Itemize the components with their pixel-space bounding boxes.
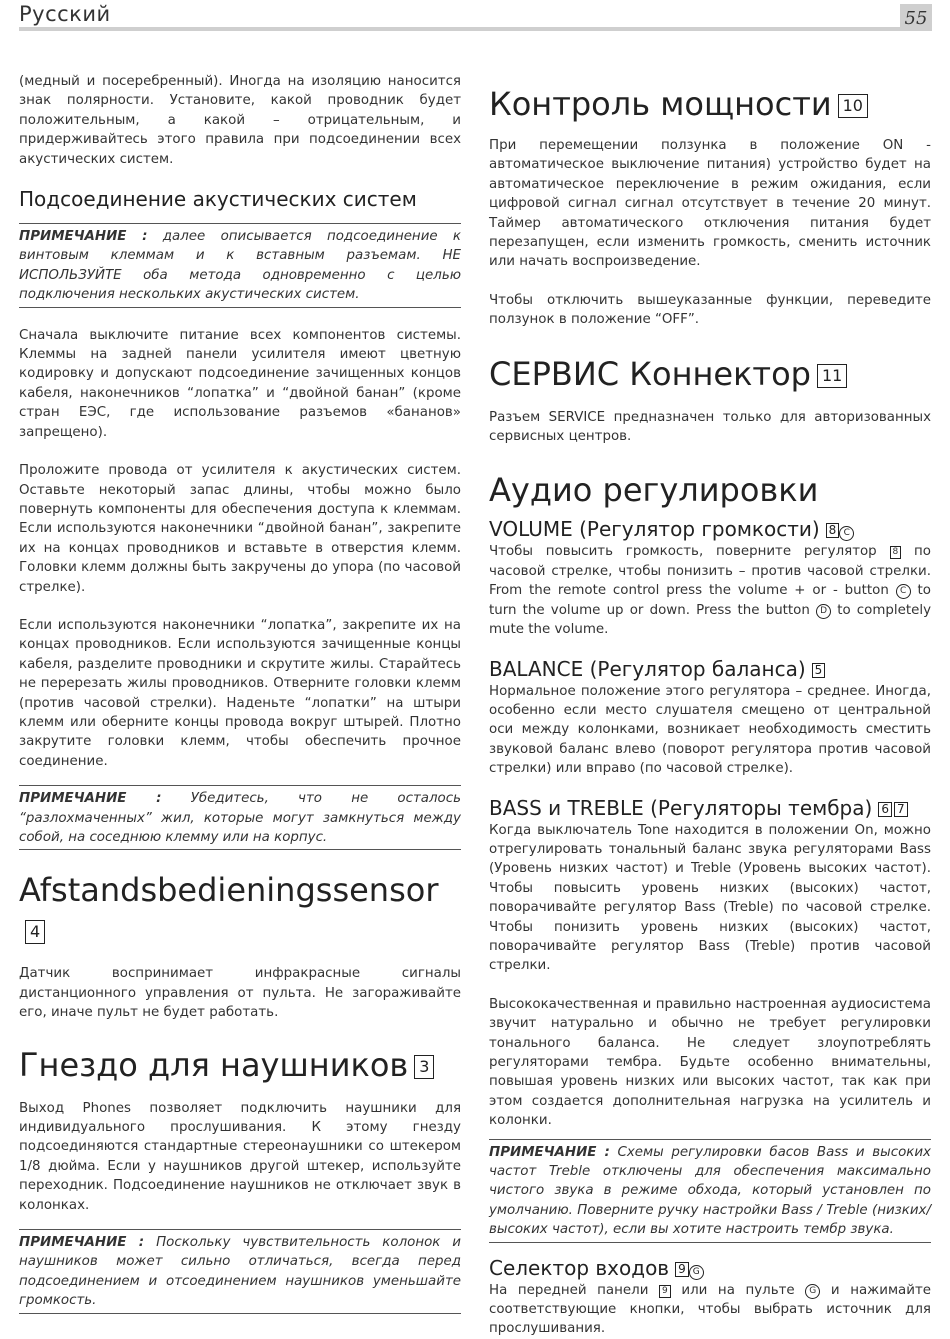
section-heading [489, 84, 931, 124]
note-label: ПРИМЕЧАНИЕ : [19, 229, 148, 245]
volume-heading: VOLUME (Регулятор громкости) [489, 517, 820, 542]
tone-heading: BASS и TREBLE (Регуляторы тембра) [489, 795, 873, 820]
power-heading: Контроль мощности [489, 85, 832, 123]
phones-paragraph: Выход Phones позволяет подключить наушники для индивидуального прослушивания. К этому гнезду подсоединяются стандартные стереонаушники со штекером 1/8 дюйма. Если у наушников другой штекер, используйте переходник. Подсоединение наушников не отключает звук в колонках. [19, 1100, 461, 1213]
section-heading [489, 354, 931, 394]
phones-heading: Гнездо для наушников [19, 1045, 409, 1084]
power-paragraph: Чтобы отключить вышеуказанные функции, переведите ползунок в положение “OFF”. [489, 292, 931, 328]
remote-button-badge: G [689, 1265, 704, 1280]
audio-heading: Аудио регулировки [489, 471, 819, 510]
section-heading [19, 870, 461, 950]
control-number-badge: 6 [878, 802, 892, 817]
note-text: Схемы регулировки басов Bass и высоких частот Treble отключены для обеспечения максимально чистого звука в режиме обхода, который установлен по умолчанию. Поверните ручку настройки Bass / Treble (низких/высоких частот), если вы хотите настроить тембр звука. [489, 1144, 931, 1238]
sensor-paragraph: Датчик воспринимает инфракрасные сигналы дистанционного управления от пульта. Не загораживайте его, иначе пульт не будет работать. [19, 966, 461, 1021]
subsection-heading [489, 1255, 931, 1281]
header-rule [19, 27, 932, 31]
note-block [19, 223, 461, 308]
input-paragraph: На передней панели 9 или на пульте G и нажимайте соответствующие кнопки, чтобы выбрать источник для прослушивания. [489, 1282, 931, 1337]
body-paragraph: Сначала выключите питание всех компонентов системы. Клеммы на задней панели усилителя имеют цветную кодировку и допускают подсоединение зачищенных концов кабеля, наконечников “лопатка” и “двойной банан” (кроме стран ЕЭС, где использование разъемов «бананов» запрещено). [19, 327, 461, 440]
control-number-badge: 8 [890, 546, 902, 559]
control-number-badge: 10 [838, 94, 868, 118]
tone-paragraph: Когда выключатель Tone находится в положении On, можно отрегулировать тональный баланс звука регуляторами Bass (Уровень низких частот) и Treble (Уровень высоких частот). Чтобы повысить уровень низких (высоких) частот, поворачивайте регулятор Bass (Treble) по часовой стрелке. Чтобы понизить уровень низких (высоких) частот, поворачивайте регулятор Bass (Treble) против часовой стрелки. [489, 822, 931, 974]
section-heading [19, 1045, 461, 1085]
power-paragraph: При перемещении ползунка в положение ON - автоматическое выключение питания) устройство будет на автоматическое переключение в режим ожидания, если цифровой сигнал сигнал отсутствует в течение 20 минут. Таймер автоматического отключения питания будет перезапущен, если изменить громкость, сменить источник или начать воспроизведение. [489, 138, 931, 270]
note-block [19, 1229, 461, 1314]
control-number-badge: 3 [414, 1055, 434, 1079]
note-block [19, 785, 461, 850]
right-column [489, 84, 931, 1339]
note-text: Поскольку чувствительность колонок и наушников может сильно отличаться, всегда перед подсоединением и отсоединением наушников уменьшайте громкость. [19, 1235, 461, 1309]
body-paragraph: Если используются наконечники “лопатка”, закрепите их на концах проводников. Если используются зачищенные концы кабеля, разделите проводники и скрутите жилы. Старайтесь не перерезать жилы проводников. Отверните головки клемм (против часовой стрелки). Наденьте “лопатки” на штыри клемм или оберните концы провода вокруг штырей. Плотно закрутите головки клемм, чтобы обеспечить прочное соединение. [19, 617, 461, 769]
subsection-heading [489, 516, 931, 542]
tone-paragraph: Высококачественная и правильно настроенная аудиосистема звучит натурально и обычно не требует регулировки тонального баланса. Не следует злоупотреблять регуляторами тембра. Будьте особенно внимательны, повышая уровень низких или высоких частот, так как при этом создается дополнительная нагрузка на усилитель и колонки. [489, 996, 931, 1129]
note-text: далее описывается подсоединение к винтовым клеммам и к вставным разъемам. НЕ ИСПОЛЬЗУЙТЕ оба метода одновременно с целью подключения нескольких акустических систем. [19, 229, 462, 303]
control-number-badge: 11 [817, 364, 847, 388]
note-label: ПРИМЕЧАНИЕ : [489, 1144, 610, 1160]
connect-heading: Подсоединение акустических систем [19, 187, 417, 212]
page-header [19, 0, 932, 32]
page-number: 55 [900, 4, 932, 31]
body-paragraph: Проложите провода от усилителя к акустических систем. Оставьте некоторый запас длины, чтобы можно было повернуть компоненты для обеспечения доступа к клеммам. Если используются наконечники “двойной банан”, закрепите их на концах проводников и вставьте в отверстия клемм. Головки клемм должны быть закручены до упора (по часовой стрелке). [19, 463, 461, 595]
service-heading: СЕРВИС Коннектор [489, 354, 811, 393]
subsection-heading [489, 795, 931, 821]
control-number-badge: 7 [894, 802, 908, 817]
input-heading: Селектор входов [489, 1255, 670, 1280]
remote-button-badge: G [805, 1284, 820, 1299]
note-block [489, 1139, 931, 1243]
control-number-badge: 9 [659, 1285, 671, 1298]
remote-button-badge: C [896, 584, 911, 599]
balance-paragraph: Нормальное положение этого регулятора – среднее. Иногда, особенно если место слушателя смещено от центральной оси между колонками, возникает необходимость сместить звуковой баланс влево (поворот регулятора против часовой стрелки) или вправо (по часовой стрелке). [489, 683, 931, 777]
note-label: ПРИМЕЧАНИЕ : [19, 791, 162, 807]
note-text: Убедитесь, что не осталось “разлохмаченных” жил, которые могут замкнуться между собой, на соседнюю клемму или на корпус. [19, 791, 461, 845]
control-number-badge: 9 [675, 1262, 689, 1277]
note-label: ПРИМЕЧАНИЕ : [19, 1235, 145, 1251]
remote-button-badge: C [839, 526, 854, 541]
service-paragraph: Разъем SERVICE предназначен только для авторизованных сервисных центров. [489, 409, 931, 445]
remote-button-badge: D [816, 604, 831, 619]
control-number-badge: 5 [812, 663, 826, 678]
volume-paragraph: Чтобы повысить громкость, поверните регулятор 8 по часовой стрелке, чтобы понизить – против часовой стрелки. From the remote control press the volume + or - button C to turn the volume up or down. Press the button D to completely mute the volume. [489, 544, 931, 638]
balance-heading: BALANCE (Регулятор баланса) [489, 656, 806, 681]
left-column [19, 72, 461, 1314]
language-label: Русский [19, 2, 111, 26]
subsection-heading [489, 656, 931, 682]
control-number-badge: 8 [826, 523, 840, 538]
control-number-badge: 4 [25, 920, 45, 944]
sensor-heading: Afstandsbedieningssensor [19, 871, 439, 910]
intro-paragraph: (медный и посеребренный). Иногда на изоляцию наносится знак полярности. Установите, какой проводник будет положительным, а какой – отрицательным, и придерживайтесь этого правила при подсоединении всех акустических систем. [19, 74, 461, 167]
